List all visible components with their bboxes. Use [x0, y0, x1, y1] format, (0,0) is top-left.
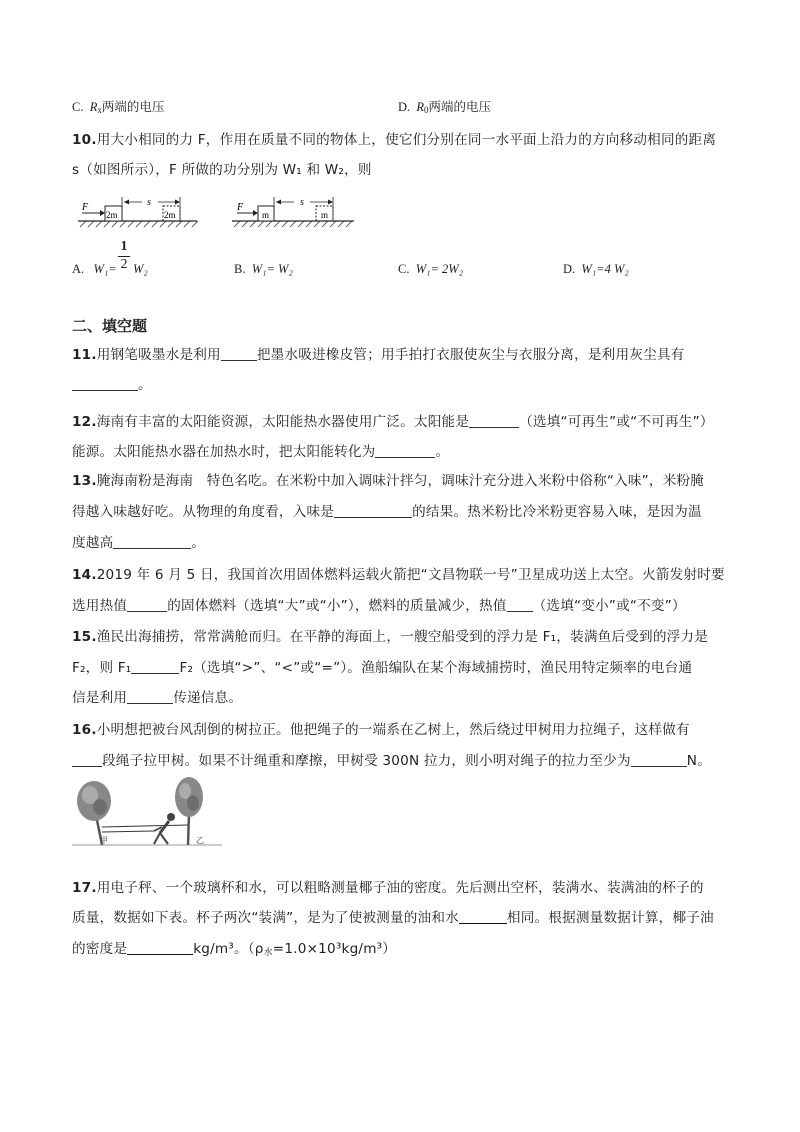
force-label-left: F: [82, 202, 89, 213]
force-label-right: F: [237, 202, 244, 213]
answer-blank[interactable]: [72, 378, 138, 391]
figure-left: [78, 197, 198, 227]
section-title: 二、填空题: [72, 317, 148, 335]
answer-blank[interactable]: [113, 536, 191, 549]
distance-label-right: s: [300, 197, 304, 208]
q11-line1: 11.用钢笔吸墨水是利用 把墨水吸进橡皮管；用手拍打衣服使灰尘与衣服分离，是利用灰尘具有: [72, 347, 685, 363]
answer-blank[interactable]: [72, 754, 102, 767]
q13-line3: 度越高 。: [72, 535, 206, 551]
option-c-q9: C. $R_x$两端的电压: [72, 100, 165, 115]
q13-line2: 得越入味越好吃。从物理的角度看，入味是 的结果。热米粉比冷米粉更容易入味，是因为温: [72, 504, 702, 520]
distance-label-left: s: [147, 197, 151, 208]
option-b-q10: B. W₁= W₂: [234, 262, 293, 276]
q14-line1: 14.2019 年 6 月 5 日，我国首次用固体燃料运载火箭把“文昌物联一号”卫星成功送上太空。火箭发射时要: [72, 567, 725, 583]
option-a-q10-rhs: W₂: [133, 262, 148, 276]
q16-tree-figure: [72, 775, 222, 850]
answer-blank[interactable]: [127, 942, 193, 955]
q16-line1: 16.小明想把被台风刮倒的树拉正。他把绳子的一端系在乙树上，然后绕过甲树用力拉绳子，这样做有: [72, 722, 690, 738]
answer-blank[interactable]: [127, 691, 173, 704]
figure-right: [232, 197, 354, 227]
answer-blank[interactable]: [131, 661, 179, 674]
q12-line2: 能源。太阳能热水器在加热水时，把太阳能转化为 。: [72, 444, 450, 460]
q10-line1: 10.用大小相同的力 F，作用在质量不同的物体上，使它们分别在同一水平面上沿力的方向移动相同的距离: [72, 132, 717, 148]
q12-line1: 12.海南有丰富的太阳能资源，太阳能热水器使用广泛。太阳能是 （选填“可再生”或“不可再生”）: [72, 414, 714, 430]
q15-line1: 15.渔民出海捕捞，常常满舱而归。在平静的海面上，一艘空船受到的浮力是 F₁，装满鱼后受到的浮力是: [72, 629, 709, 645]
answer-blank[interactable]: [507, 599, 533, 612]
fraction-numerator: 1: [120, 239, 128, 254]
tree-right-label: 乙: [196, 836, 204, 845]
block-label-right: m: [262, 210, 270, 220]
answer-blank[interactable]: [459, 911, 507, 924]
option-a-q10: A. W₁=: [72, 262, 117, 276]
q15-line2: F₂，则 F₁ F₂（选填“>”、“<”或“=”）。渔船编队在某个海域捕捞时，渔民用特定频率的电台通: [72, 660, 693, 676]
q13-line1: 13.腌海南粉是海南 特色名吃。在米粉中加入调味汁拌匀，调味汁充分进入米粉中俗称“入味”，米粉腌: [72, 473, 705, 489]
q17-line1: 17.用电子秤、一个玻璃杯和水，可以粗略测量椰子油的密度。先后测出空杯，装满水、装满油的杯子的: [72, 880, 704, 896]
q17-line3: 的密度是 kg/m³。$(\rho_水=1.0\times 10^3kg/m^3)$: [72, 941, 397, 958]
answer-blank[interactable]: [334, 505, 412, 518]
fraction-half: [118, 240, 130, 272]
tree-right-icon: [175, 777, 203, 845]
fraction-denominator: 2: [120, 257, 128, 272]
q14-line2: 选用热值 的固体燃料（选填“大”或“小”），燃料的质量减少，热值 （选填“变小”或“不变”）: [72, 598, 686, 614]
option-d-q9: D. $R_0$两端的电压: [398, 100, 492, 115]
block-moved-label-left: 2m: [164, 210, 176, 220]
answer-blank[interactable]: [469, 415, 519, 428]
q15-line3: 信是利用 传递信息。: [72, 690, 243, 706]
block-label-left: 2m: [106, 210, 118, 220]
option-d-q10: D. W₁=4 W₂: [563, 262, 629, 276]
answer-blank[interactable]: [375, 445, 435, 458]
answer-blank[interactable]: [127, 599, 167, 612]
q10-figure: [72, 193, 372, 233]
q11-line2: 。: [72, 373, 152, 393]
q17-line2: 质量，数据如下表。杯子两次“装满”，是为了使被测量的油和水 相同。根据测量数据计算，椰子油: [72, 910, 714, 926]
q16-line2: 段绳子拉甲树。如果不计绳重和摩擦，甲树受 300N 拉力，则小明对绳子的拉力至少为 N。: [72, 749, 711, 769]
person-icon: [154, 813, 175, 844]
answer-blank[interactable]: [221, 348, 257, 361]
option-c-q10: C. W₁= 2W₂: [398, 262, 464, 276]
block-moved-label-right: m: [321, 210, 329, 220]
q10-line2: s（如图所示），F 所做的功分别为 W₁ 和 W₂，则: [72, 162, 372, 178]
tree-left-label: 甲: [100, 836, 108, 845]
answer-blank[interactable]: [631, 754, 687, 767]
